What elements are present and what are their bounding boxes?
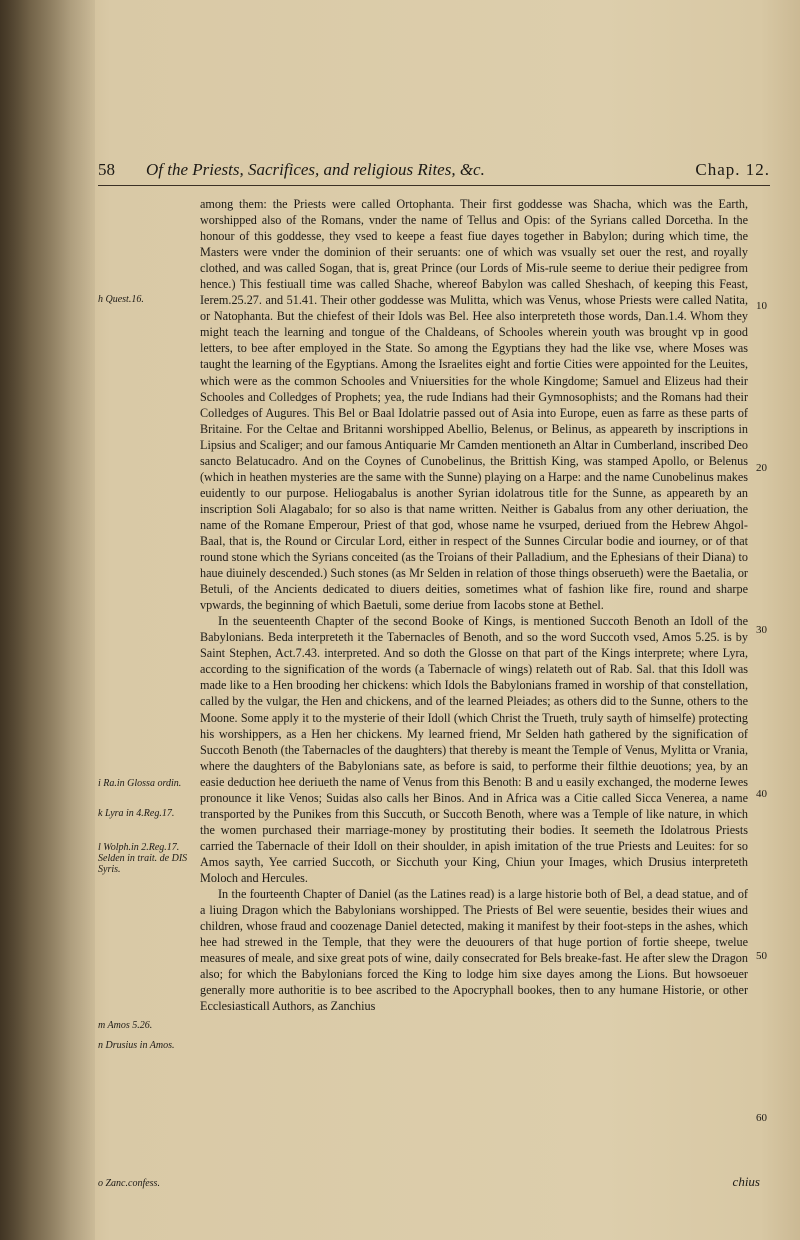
margin-note: k Lyra in 4.Reg.17. xyxy=(98,808,175,819)
margin-note: h Quest.16. xyxy=(98,294,144,305)
binding-gutter-shadow xyxy=(0,0,95,1240)
running-title: Of the Priests, Sacrifices, and religious Rites, &c. xyxy=(146,160,485,179)
margin-note: l Wolph.in 2.Reg.17. Selden in trait. de DIS Syris. xyxy=(98,842,188,875)
paragraph: In the fourteenth Chapter of Daniel (as the Latines read) is a large historie both of Bel, a dead statue, and of a liuing Dragon which the Babylonians worshipped. The Priests of Bel were seuentie, besides their wiues and children, whose fraud and coozenage Daniel detected, making it manifest by their foot-steps in the ashes, which hee had strewed in the Temple, that they were the deuourers of that huge portion of fortie sheepe, twelue measures of meale, and sixe great pots of wine, daily consecrated for Bels breake-fast. He after slew the Dragon also; for which the Babylonians forced the King to lodge him sixe dayes among the Lions. But howsoeuer generally more authoritie is to bee ascribed to the Apocryphall bookes, then to any humane Historie, or other Ecclesiasticall Authors, as Zanchius xyxy=(200,887,748,1014)
running-header xyxy=(98,160,770,184)
line-number: 30 xyxy=(756,624,767,636)
paragraph: among them: the Priests were called Ortophanta. Their first goddesse was Shacha, which was the Earth, worshipped also of the Romans, vnder the name of Tellus and Opis: of the Syrians called Dorcetha. In the honour of this goddesse, they vsed to keepe a feast fiue dayes together in Babylon; during which time, the Masters were vnder the dominion of their seruants: one of which was vsually set ouer the rest, and royally clothed, and was called Sogan, that is, great Prince (our Lords of Mis-rule seeme to deriue their pedigree from hence.) This festiuall time was called Shache, whereof Babylon was called Sheshach, of keeping this Feast, Ierem.25.27. and 51.41. Their other goddesse was Mulitta, which was Venus, whose Priests were called Natita, or Natophanta. But the chiefest of their Idols was Bel. Hee also interpreteth those words, Dan.1.4. Whom they might teach the learning and tongue of the Chaldeans, of Schooles wherein youth was brought vp in good letters, to bee after employed in the State. So among the Egyptians they had the like vse, where Moses was taught the learning of the Egyptians. Among the Israelites eight and fortie Cities were appointed for the Leuites, which were as the common Schooles and Vniuersities for the whole Kingdome; Samuel and Elizeus had their Schooles and Colledges of Prophets; yea, the rude Indians had their Gymnosophists; and the Romans had their Colledges of Augures. This Bel or Baal Idolatrie passed out of Asia into Europe, euen as farre as these parts of Britaine. For the Celtae and Britanni worshipped Abellio, Belenus, or Belinus, as appeareth by inscriptions in Lipsius and Scaliger; and our famous Antiquarie Mr Camden mentioneth an Altar in Cumberland, inscribed Deo sancto Belatucadro. And on the Coynes of Cunobelinus, the Brittish King, was stamped Apollo, or Belenus (which in heathen mysteries are the same with the Sunne) playing on a Harpe: and the name Cunobelinus makes euidently to our purpose. Heliogabalus is another Syrian idolatrous title for the Sunne, as appeareth by an inscription Soli Alagabalo; for so also is that name written. Neither is Gabalus from any other deriuation, the name of the Romane Emperour, Priest of that god, whose name he vsurped, deriued from the Hebrew Ahgol-Baal, that is, the Round or Circular Lord, either in respect of the Sunnes Circular bodie and iourney, or of that round stone which the Syrians conceited (as the Troians of their Palladium, and the Ephesians of their Diana) to haue diuinely descended.) Such stones (as Mr Selden in relation of those things obserueth) were the Baetalia, or Betuli, of the Ancients dedicated to diuers deities, sometimes what of fashion like fire, round and sharpe vpwards, the beginning of which Baetuli, some deriue from Iacobs stone at Bethel. xyxy=(200,197,748,613)
margin-note: i Ra.in Glossa ordin. xyxy=(98,778,182,789)
chapter-label: Chap. 12. xyxy=(695,160,770,179)
line-number: 20 xyxy=(756,462,767,474)
margin-note: n Drusius in Amos. xyxy=(98,1040,175,1051)
line-number: 40 xyxy=(756,788,767,800)
margin-note: m Amos 5.26. xyxy=(98,1020,153,1031)
line-number: 60 xyxy=(756,1112,767,1124)
line-number: 50 xyxy=(756,950,767,962)
margin-note: o Zanc.confess. xyxy=(98,1178,160,1189)
line-number: 10 xyxy=(756,300,767,312)
main-text xyxy=(200,196,748,1014)
paragraph: In the seuenteenth Chapter of the second Booke of Kings, is mentioned Succoth Benoth an Idoll of the Babylonians. Beda interpreteth it the Tabernacles of Benoth, and so the word Succoth vsed, Amos 5.25. is by Saint Stephen, Act.7.43. interpreted. And so doth the Glosse on that part of the Kings interprete; where Lyra, according to the signification of the words (a Tabernacle of wings) relateth out of Rab. Sal. that this Idoll was made like to a Hen brooding her chickens: which Idols the Babylonians framed in worship of that constellation, called by the vulgar, the Hen and chickens, and of the learned Pleiades; as others did to the Sunne, others to the Moone. Some apply it to the mysterie of their Idoll (which Christ the Trueth, truly sayth of himselfe) protecting his worshippers, as a Hen her chickens. My learned friend, Mr Selden hath gathered by the signification of Succoth Benoth (the Tabernacles of the daughters) that thereby is meant the Temple of Venus, Mylitta or Vrania, where the daughters of the Babylonians sate, as before is said, to performe their filthie deuotions; yea, by an easie deduction hee deriueth the name of Venus from this Benoth: B and u easily exchanged, the moderne Iewes pronounce it like Venos; Suidas also calls her Binos. And in Africa was a Citie called Sicca Venerea, a name transported by the Punikes from this Succuth, or Succoth Benoth, where was a Temple of like nature, in which the women purchased their marriage-money by prostituting their bodies. It seemeth the Idolatrous Priests carried the Tabernacle of their Idoll on their shoulder, in apish imitation of the true Priests and Leuites: for so Amos sayth, Yee carried Succoth, or Sicchuth your King, Chiun your Images, which Drusius interpreteth Moloch and Hercules. xyxy=(200,614,748,885)
header-rule xyxy=(98,185,770,186)
catchword: chius xyxy=(732,1174,760,1189)
page-number: 58 xyxy=(98,160,115,179)
